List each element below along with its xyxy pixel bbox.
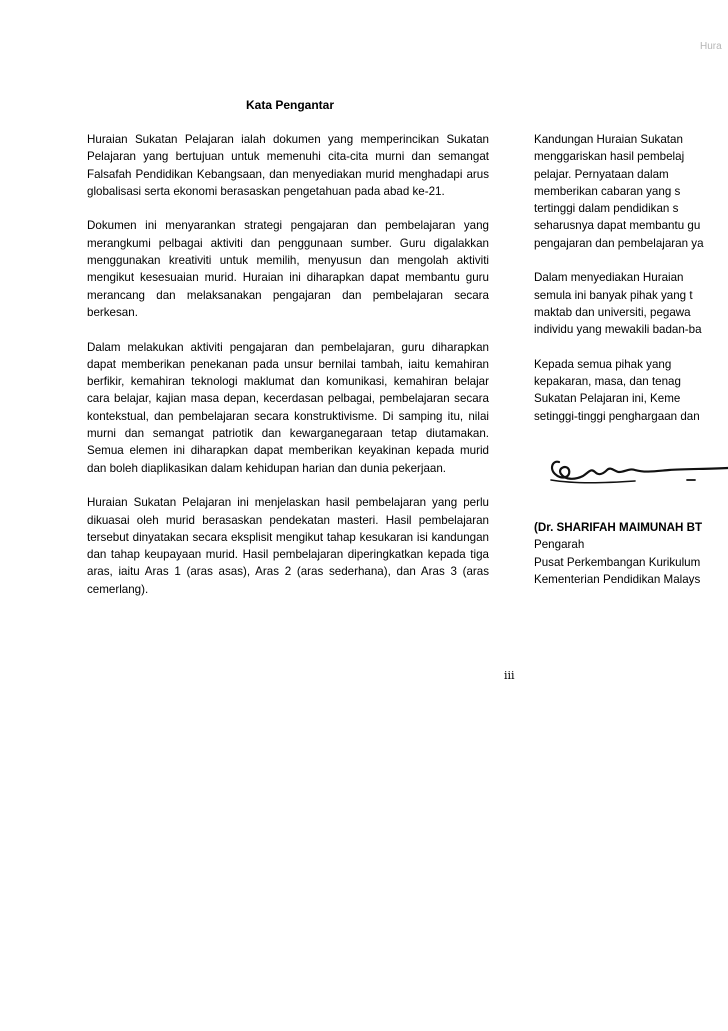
- text-line: setinggi-tinggi penghargaan dan: [534, 409, 700, 423]
- page-title: Kata Pengantar: [245, 98, 335, 112]
- paragraph-content: [534, 131, 728, 252]
- right-column: [534, 131, 728, 442]
- paragraph-preparation: [534, 269, 728, 338]
- paragraph-strategy: Dokumen ini menyarankan strategi pengajaran dan pembelajaran yang merangkumi pelbagai aktiviti dan penggunaan sumber. Guru digalakkan menggunakan kreativiti untuk memilih, menyusun dan mengolah aktiviti mengikut kesesuaian murid. Huraian ini diharapkan dapat membantu guru merancang dan melaksanakan pengajaran dan pembelajaran secara berkesan.: [87, 219, 489, 319]
- paragraph-learning-outcomes: Huraian Sukatan Pelajaran ini menjelaskan hasil pembelajaran yang perlu dikuasai oleh murid berasaskan pendekatan masteri. Hasil pembelajaran tersebut dinyatakan secara eksplisit mengikut tahap kesukaran isi kandungan dan tahap keupayaan murid. Hasil pembelajaran diperingkatkan kepada tiga aras, iaitu Aras 1 (aras asas), Aras 2 (aras sederhana), dan Aras 3 (aras cemerlang).: [87, 496, 489, 596]
- page-number: iii: [504, 669, 515, 682]
- signature-image: [545, 450, 728, 490]
- text-line: pengajaran dan pembelajaran ya: [534, 236, 704, 250]
- paragraph-intro: Huraian Sukatan Pelajaran ialah dokumen yang memperincikan Sukatan Pelajaran yang bertujuan untuk memenuhi cita-cita murni dan semangat Falsafah Pendidikan Kebangsaan, dan menyediakan murid menghadapi arus globalisasi serta ekonomi berasaskan pengetahuan pada abad ke-21.: [87, 133, 489, 198]
- text-line: menggariskan hasil pembelaj: [534, 150, 685, 164]
- text-line: memberikan cabaran yang s: [534, 184, 681, 198]
- text-line: semula ini banyak pihak yang t: [534, 288, 693, 302]
- text-line: kepakaran, masa, dan tenag: [534, 375, 681, 389]
- text-line: Sukatan Pelajaran ini, Keme: [534, 392, 681, 406]
- signatory-name: (Dr. SHARIFAH MAIMUNAH BT: [534, 521, 703, 534]
- paragraph-thanks: [534, 356, 728, 425]
- text-line: maktab dan universiti, pegawa: [534, 305, 691, 319]
- text-line: tertinggi dalam pendidikan s: [534, 202, 679, 216]
- paragraph-value-added: Dalam melakukan aktiviti pengajaran dan pembelajaran, guru diharapkan dapat memberikan penekanan pada unsur bernilai tambah, iaitu kemahiran berfikir, kemahiran teknologi maklumat dan komunikasi, kemahiran belajar cara belajar, kajian masa depan, kecerdasan pelbagai, pembelajaran secara kontekstual, dan pembelajaran secara konstruktivisme. Di samping itu, nilai murni dan semangat patriotik dan kewarganegaraan tetap diutamakan. Semua elemen ini diharapkan dapat memberikan keyakinan kepada murid dan boleh diaplikasikan dalam kehidupan harian dan dunia pekerjaan.: [87, 340, 489, 475]
- signatory-position: Pengarah: [534, 538, 585, 552]
- text-line: Kepada semua pihak yang: [534, 357, 672, 371]
- text-line: Dalam menyediakan Huraian: [534, 271, 684, 285]
- text-line: seharusnya dapat membantu gu: [534, 219, 701, 233]
- signatory-department: Pusat Perkembangan Kurikulum: [534, 555, 701, 569]
- signatory-ministry: Kementerian Pendidikan Malays: [534, 572, 701, 586]
- left-column: [87, 131, 489, 615]
- signature-block: [534, 519, 728, 588]
- text-line: individu yang mewakili badan-ba: [534, 323, 702, 337]
- running-header: Hura: [700, 41, 722, 52]
- text-line: pelajar. Pernyataan dalam: [534, 167, 669, 181]
- text-line: Kandungan Huraian Sukatan: [534, 133, 683, 146]
